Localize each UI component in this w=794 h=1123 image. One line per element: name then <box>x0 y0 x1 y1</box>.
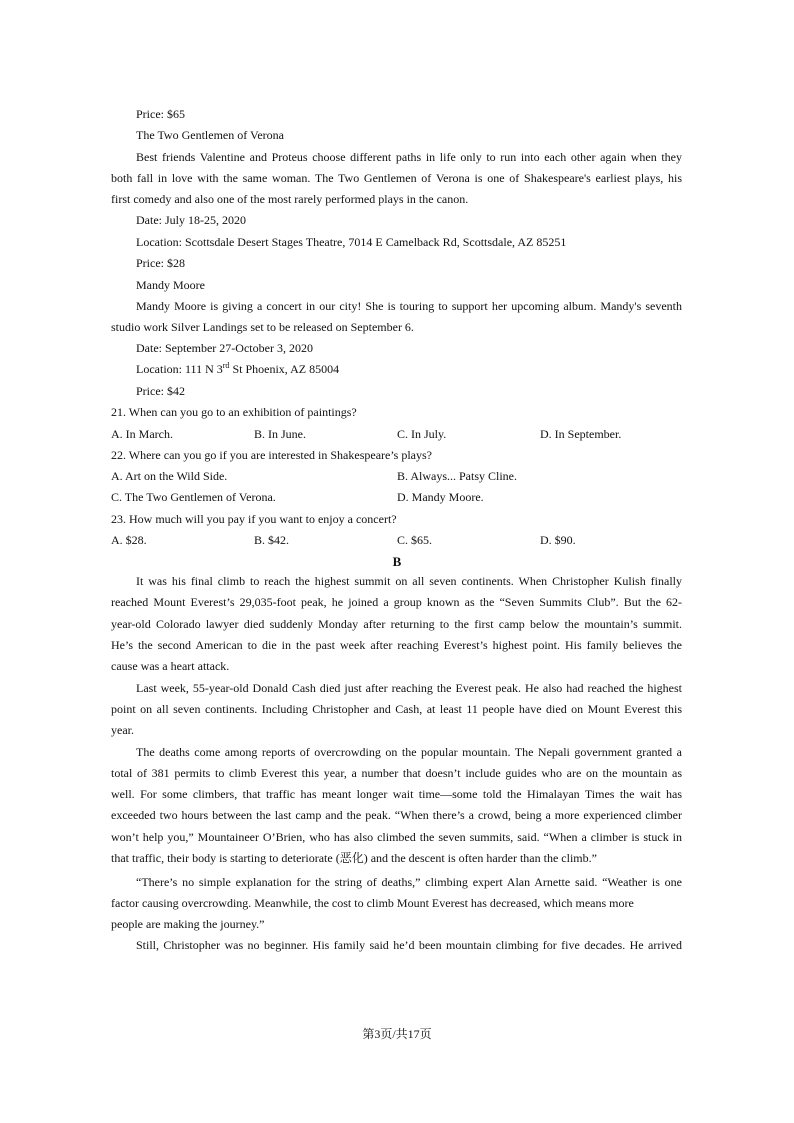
answer-option: A. Art on the Wild Side. <box>111 469 228 483</box>
page-number: 第3页/共17页 <box>362 1027 432 1041</box>
play-date: Date: July 18-25, 2020 <box>136 213 246 227</box>
answer-option: C. In July. <box>397 427 447 441</box>
answer-option: B. In June. <box>254 427 306 441</box>
passage-line: year. <box>111 723 134 737</box>
concert-location-ordinal: rd <box>222 361 230 370</box>
question-stem: 22. Where can you go if you are interested in Shakespeare’s plays? <box>111 448 432 462</box>
answer-option: A. $28. <box>111 533 147 547</box>
answer-option: D. $90. <box>540 533 576 547</box>
price-line: Price: $65 <box>136 107 185 121</box>
play-description-line: first comedy and also one of the most rarely performed plays in the canon. <box>111 192 469 206</box>
passage-line: It was his final climb to reach the highest summit on all seven continents. When Christopher Kulish finally <box>136 574 682 588</box>
answer-option: C. The Two Gentlemen of Verona. <box>111 490 276 504</box>
passage-line: point on all seven continents. Including Christopher and Cash, at least 11 people have died on Mount Everest this <box>111 702 682 716</box>
question-stem: 23. How much will you pay if you want to enjoy a concert? <box>111 512 397 526</box>
passage-line: that traffic, their body is starting to deteriorate (恶化) and the descent is often harder than the climb.” <box>111 851 597 865</box>
play-description-line: Best friends Valentine and Proteus choose different paths in life only to run into each other again when they <box>136 150 682 164</box>
concert-description-line: studio work Silver Landings set to be released on September 6. <box>111 320 414 334</box>
answer-option: B. Always... Patsy Cline. <box>397 469 518 483</box>
answer-option: B. $42. <box>254 533 290 547</box>
play-location: Location: Scottsdale Desert Stages Theatre, 7014 E Camelback Rd, Scottsdale, AZ 85251 <box>136 235 567 249</box>
passage-line: cause was a heart attack. <box>111 659 230 673</box>
question-stem: 21. When can you go to an exhibition of paintings? <box>111 405 357 419</box>
passage-line: exceeded two hours between the last camp and the peak. “When there’s a crowd, being a more experienced climber <box>111 808 682 822</box>
passage-line: “There’s no simple explanation for the string of deaths,” climbing expert Alan Arnette said. “Weather is one <box>136 875 682 889</box>
concert-location-text: Location: 111 N 3 <box>136 362 223 376</box>
passage-line: year-old Colorado lawyer died suddenly Monday after returning to the first camp below the mountain’s summit. <box>111 617 682 631</box>
answer-option: A. In March. <box>111 427 173 441</box>
section-heading: B <box>392 554 402 569</box>
concert-description-line: Mandy Moore is giving a concert in our city! She is touring to support her upcoming album. Mandy's seventh <box>136 299 682 313</box>
passage-line: Last week, 55-year-old Donald Cash died just after reaching the Everest peak. He also had reached the highest <box>136 681 682 695</box>
concert-location-text: St Phoenix, AZ 85004 <box>229 362 340 376</box>
answer-option: D. Mandy Moore. <box>397 490 484 504</box>
answer-option: D. In September. <box>540 427 622 441</box>
passage-line: total of 381 permits to climb Everest this year, a number that doesn’t include guides who are on the mountain as <box>111 766 682 780</box>
passage-line: The deaths come among reports of overcrowding on the popular mountain. The Nepali government granted a <box>136 745 682 759</box>
play-price: Price: $28 <box>136 256 185 270</box>
passage-line: well. For some climbers, that traffic has meant longer wait time—some told the Himalayan Times the wait has <box>111 787 682 801</box>
passage-line: Still, Christopher was no beginner. His family said he’d been mountain climbing for five decades. He arrived <box>136 938 682 952</box>
passage-line: people are making the journey.” <box>111 917 265 931</box>
passage-line: factor causing overcrowding. Meanwhile, the cost to climb Mount Everest has decreased, which means more <box>111 896 634 910</box>
play-description-line: both fall in love with the same woman. The Two Gentlemen of Verona is one of Shakespeare's earliest plays, his <box>111 171 682 185</box>
concert-price: Price: $42 <box>136 384 185 398</box>
concert-date: Date: September 27-October 3, 2020 <box>136 341 313 355</box>
answer-option: C. $65. <box>397 533 433 547</box>
concert-location <box>136 362 339 376</box>
concert-title: Mandy Moore <box>136 278 205 292</box>
passage-line: won’t help you,” Mountaineer O’Brien, who has also climbed the seven summits, said. “When a climber is stuck in <box>111 830 682 844</box>
play-title: The Two Gentlemen of Verona <box>136 128 285 142</box>
passage-line: reached Mount Everest’s 29,035-foot peak, he joined a group known as the “Seven Summits Club”. But the 62- <box>111 595 682 609</box>
passage-line: He’s the second American to die in the past week after reaching Everest’s highest point. His family believes the <box>111 638 682 652</box>
